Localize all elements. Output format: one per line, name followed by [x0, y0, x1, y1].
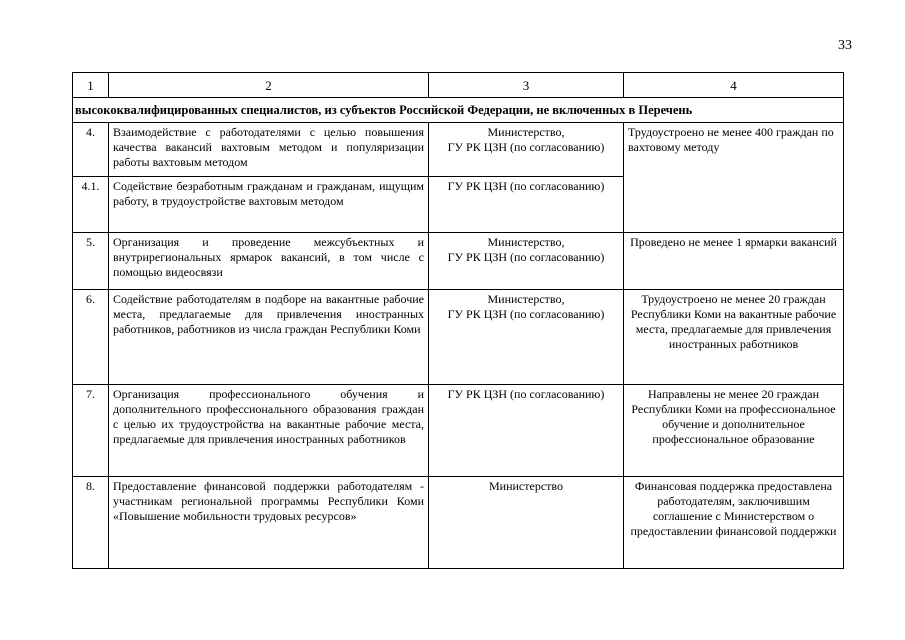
- table-row: [73, 123, 844, 177]
- result-cell: Направлены не менее 20 граждан Республики Коми на профессиональное обучение и дополнительное профессиональное образование: [624, 385, 844, 477]
- activity-cell: Взаимодействие с работодателями с целью повышения качества вакансий вахтовым методом и популяризации работы вахтовым методом: [109, 123, 429, 177]
- row-number: 4.: [73, 123, 109, 177]
- row-number: 4.1.: [73, 177, 109, 233]
- page-number: 33: [838, 38, 852, 53]
- table-row: [73, 385, 844, 477]
- row-number: 7.: [73, 385, 109, 477]
- executor-cell: ГУ РК ЦЗН (по согласованию): [429, 385, 624, 477]
- result-cell: Финансовая поддержка предоставлена работодателям, заключившим соглашение с Министерством о предоставлении финансовой поддержки: [624, 477, 844, 569]
- executor-cell: Министерство, ГУ РК ЦЗН (по согласованию): [429, 123, 624, 177]
- executor-cell: Министерство, ГУ РК ЦЗН (по согласованию): [429, 290, 624, 385]
- header-cell: 1: [73, 73, 109, 98]
- row-number: 5.: [73, 233, 109, 290]
- section-title: высококвалифицированных специалистов, из субъектов Российской Федерации, не включенных в Перечень: [73, 98, 844, 123]
- executor-cell: Министерство, ГУ РК ЦЗН (по согласованию): [429, 233, 624, 290]
- activity-cell: Организация профессионального обучения и дополнительного профессионального образования граждан с целью их трудоустройства на вакантные рабочие места, предлагаемые для привлечения иностранных работников: [109, 385, 429, 477]
- header-cell: 2: [109, 73, 429, 98]
- executor-cell: Министерство: [429, 477, 624, 569]
- result-cell: Трудоустроено не менее 20 граждан Республики Коми на вакантные рабочие места, предлагаемые для привлечения иностранных работников: [624, 290, 844, 385]
- table-row: [73, 477, 844, 569]
- table-row: [73, 233, 844, 290]
- row-number: 8.: [73, 477, 109, 569]
- table-header-row: [73, 73, 844, 98]
- activity-cell: Предоставление финансовой поддержки работодателям - участникам региональной программы Республики Коми «Повышение мобильности трудовых ресурсов»: [109, 477, 429, 569]
- table-row: [73, 290, 844, 385]
- header-cell: 3: [429, 73, 624, 98]
- activity-cell: Содействие безработным гражданам и гражданам, ищущим работу, в трудоустройстве вахтовым методом: [109, 177, 429, 233]
- result-cell: Проведено не менее 1 ярмарки вакансий: [624, 233, 844, 290]
- executor-cell: ГУ РК ЦЗН (по согласованию): [429, 177, 624, 233]
- activity-cell: Содействие работодателям в подборе на вакантные рабочие места, предлагаемые для привлечения иностранных работников, работников из числа граждан Республики Коми: [109, 290, 429, 385]
- row-number: 6.: [73, 290, 109, 385]
- section-row: [73, 98, 844, 123]
- header-cell: 4: [624, 73, 844, 98]
- plan-table: [72, 72, 844, 569]
- result-cell: Трудоустроено не менее 400 граждан по вахтовому методу: [624, 123, 844, 233]
- activity-cell: Организация и проведение межсубъектных и внутрирегиональных ярмарок вакансий, в том числе с помощью видеосвязи: [109, 233, 429, 290]
